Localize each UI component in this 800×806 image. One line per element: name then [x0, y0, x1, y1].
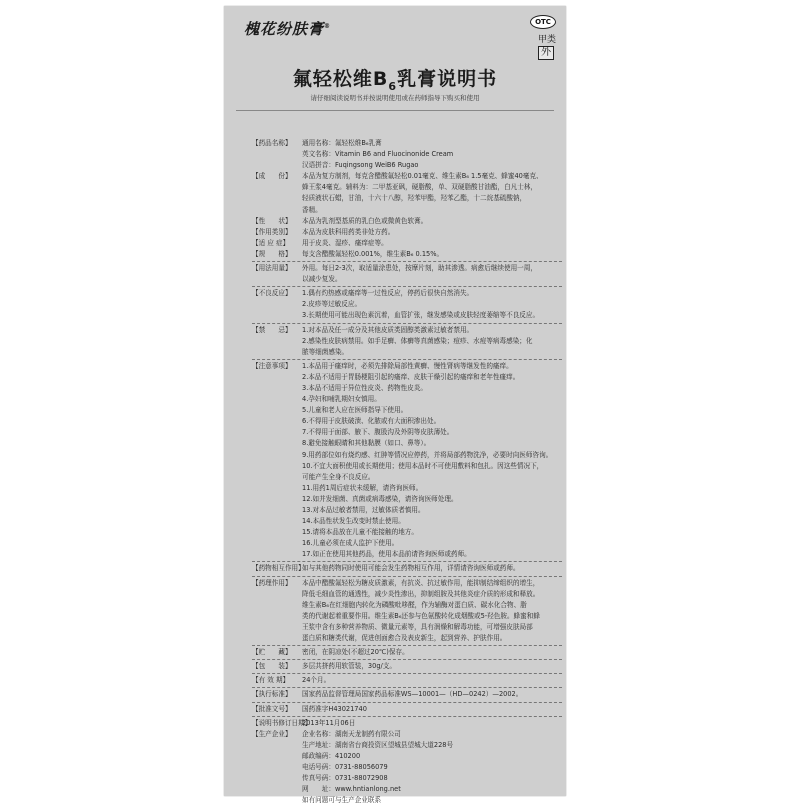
section-row [252, 249, 562, 260]
section-line: 14.本品性状发生改变时禁止使用。 [302, 517, 405, 526]
section-line: 可能产生全身不良反应。 [302, 472, 375, 481]
section-text [302, 249, 562, 260]
section-line: 3.本品不适用于异位性皮炎、药物性皮炎。 [302, 383, 427, 392]
section-text [302, 718, 562, 729]
section-row [252, 216, 562, 227]
leaflet-body [252, 138, 562, 806]
section-line: 2.皮疹等过敏反应。 [302, 300, 362, 309]
section-line: 香精。 [302, 205, 322, 214]
section-line: 12.如并发细菌、真菌或病毒感染，请咨询医师处理。 [302, 494, 458, 503]
section-row [252, 563, 562, 574]
section-line: 密闭，在阴凉处(不超过20℃)保存。 [302, 648, 409, 657]
section-row [252, 675, 562, 686]
section-line: 16.儿童必须在成人监护下使用。 [302, 539, 399, 548]
otc-badge: OTC [530, 15, 556, 29]
section-line: 13.对本品过敏者禁用，过敏体质者慎用。 [302, 506, 425, 514]
section-text [302, 238, 562, 249]
section-line: 10.不宜大面积使用或长期使用；使用本品时不可使用敷料和包扎。因这些情况下， [302, 461, 544, 470]
section-label: 【药品名称】 [252, 139, 292, 147]
section-divider [252, 323, 562, 324]
section-line: 汉语拼音：Fuqingsong WeiB6 Rugao [302, 161, 419, 170]
section-text [302, 361, 562, 561]
section-line: 网 址：www.hntianlong.net [302, 785, 401, 794]
section-label: 【成 份】 [252, 172, 292, 181]
section-row [252, 647, 562, 658]
section-line: 1.本品用于瘙痒时，必须先排除局部性黄癣、慢性肾病等继发性的瘙痒。 [302, 361, 513, 370]
section-label: 【不良反应】 [252, 289, 292, 298]
leaflet-sheet [224, 6, 566, 805]
section-line: 2.本品不适用于胃肠梗阻引起的瘙痒、皮肤干燥引起的瘙痒和老年性瘙痒。 [302, 372, 520, 381]
section-line: 轻质液状石蜡，甘油，十六十八醇，羟苯甲酯，羟苯乙酯，十二烷基硫酸钠， [302, 194, 527, 203]
section-line: 邮政编码：410200 [302, 751, 361, 760]
section-row [252, 263, 562, 285]
header-divider [236, 110, 554, 111]
section-line: 15.请将本品放在儿童不能接触的地方。 [302, 528, 418, 537]
section-label: 【生产企业】 [252, 729, 292, 738]
section-line: 2013年11月06日 [302, 718, 356, 727]
section-text [302, 661, 562, 672]
section-line: 如与其他药物同时使用可能会发生药物相互作用，详情请咨询医师或药师。 [302, 564, 520, 573]
section-text [302, 675, 562, 686]
section-row [252, 704, 562, 715]
section-label: 【说明书修订日期】 [252, 718, 312, 727]
section-row [252, 171, 562, 215]
section-row [252, 661, 562, 672]
section-divider [252, 716, 562, 717]
section-text [302, 578, 562, 645]
section-label: 【包 装】 [252, 662, 292, 671]
section-line: 11.用药1周后症状未缓解，请咨询医师。 [302, 483, 423, 492]
section-text [302, 288, 562, 321]
section-divider [252, 673, 562, 674]
section-line: 24个月。 [302, 676, 331, 685]
section-divider [252, 359, 562, 360]
section-divider [252, 659, 562, 660]
section-line: 蜂王浆4毫克。辅料为：二甲基亚砜，硬脂酸，单、双硬脂酸甘油酯，白凡士林， [302, 183, 537, 192]
section-line: 1.偶有灼热感或瘙痒等一过性反应，停药后很快自然消失。 [302, 289, 474, 298]
section-label: 【用法用量】 [252, 264, 292, 273]
section-row [252, 689, 562, 700]
section-line: 英文名称：Vitamin B6 and Fluocinonide Cream [302, 150, 454, 159]
section-line: 电话号码：0731-88056079 [302, 762, 388, 771]
section-divider [252, 687, 562, 688]
section-row [252, 325, 562, 358]
section-text [302, 704, 562, 715]
section-line: 国家药品监督管理局国家药品标准WS—10001—（HD—0242）—2002。 [302, 690, 523, 699]
document-title: 氟轻松维$B_6$乳膏说明书 [292, 68, 498, 93]
section-line: 以减少复发。 [302, 275, 342, 284]
section-line: 7.不得用于面部、腋下、腹股沟及外阴等皮肤薄处。 [302, 428, 454, 437]
section-line: 传真号码：0731-88072908 [302, 774, 388, 783]
section-line: 降低毛细血管的通透性，减少炎性渗出，抑制组胺及其他炎症介质的形成和释放。 [302, 589, 540, 598]
section-row [252, 238, 562, 249]
section-row [252, 227, 562, 238]
section-line: 本品为乳剂型基质的乳白色或微黄色软膏。 [302, 216, 428, 225]
section-divider [252, 645, 562, 646]
section-line: 生产地址：湖南省台商投资区望城县望城大道228号 [302, 740, 454, 749]
section-line: 用于皮炎、湿疹、瘙痒症等。 [302, 238, 388, 247]
section-text [302, 325, 562, 358]
section-text [302, 171, 562, 215]
section-line: 2.感染性皮肤病禁用。如手足癣、体癣等真菌感染；痘疹、水痘等病毒感染；化 [302, 336, 533, 345]
section-line: 5.儿童和老人应在医师指导下使用。 [302, 406, 408, 415]
section-label: 【规 格】 [252, 249, 292, 258]
section-line: 国药准字H43021740 [302, 704, 367, 713]
section-row [252, 288, 562, 321]
section-label: 【药理作用】 [252, 578, 292, 587]
section-line: 17.如正在使用其他药品，使用本品前请咨询医师或药师。 [302, 550, 471, 559]
section-label: 【执行标准】 [252, 690, 292, 699]
section-line: 3.长期使用可能出现色素沉着，血管扩张，继发感染或皮肤轻度萎缩等不良反应。 [302, 311, 540, 320]
section-line: 脓等细菌感染。 [302, 347, 349, 356]
section-line: 企业名称：湖南天龙制药有限公司 [302, 729, 401, 738]
section-line: 4.孕妇和哺乳期妇女慎用。 [302, 395, 381, 404]
section-line: 6.不得用于皮肤破溃、化脓或有大面积渗出处。 [302, 417, 441, 426]
section-divider [252, 286, 562, 287]
section-divider [252, 561, 562, 562]
section-line: 8.避免接触眼睛和其他黏膜（如口、鼻等）。 [302, 439, 431, 448]
section-divider [252, 261, 562, 262]
section-label: 【禁 忌】 [252, 325, 292, 334]
section-text [302, 227, 562, 238]
section-label: 【注意事项】 [252, 361, 292, 370]
section-label: 【适 应 症】 [252, 238, 290, 247]
section-line: 维生素B₆在红细胞内转化为磷酸吡哆醛，作为辅酶对蛋白质、碳水化合物、脂 [302, 600, 527, 609]
section-label: 【药物相互作用】 [252, 564, 305, 573]
document-subtitle: 请仔细阅读说明书并按说明使用或在药师指导下购买和使用 [310, 94, 480, 102]
section-text [302, 563, 562, 574]
section-row [252, 138, 562, 171]
section-text [302, 689, 562, 700]
section-row [252, 718, 562, 729]
section-line: 通用名称：氟轻松维B₆乳膏 [302, 139, 382, 147]
section-line: 本品中醋酸氟轻松为糖皮质激素，有抗炎、抗过敏作用，能抑制结缔组织的增生， [302, 578, 540, 587]
section-divider [252, 576, 562, 577]
otc-class-label: 甲类 [537, 35, 556, 45]
section-label: 【有 效 期】 [252, 676, 290, 685]
brand-logo: 槐花纷肤膏® [244, 20, 332, 38]
section-line: 1.对本品及任一成分及其他皮质类固醇类激素过敏者禁用。 [302, 325, 474, 334]
section-line: 多层共挤药用软管装，30g/支。 [302, 662, 396, 671]
section-label: 【性 状】 [252, 216, 292, 225]
section-label: 【作用类别】 [252, 227, 292, 236]
section-line: 本品为复方制剂，每克含醋酸氟轻松0.01毫克、维生素B₆ 1.5毫克、蜂蜜40毫克、 [302, 172, 543, 181]
section-line: 如有问题可与生产企业联系 [302, 796, 382, 805]
section-text [302, 138, 562, 171]
section-row [252, 578, 562, 645]
section-text [302, 647, 562, 658]
section-line: 蛋白质和糖类代谢，促进创面愈合及表皮新生，起到营养、护肤作用。 [302, 634, 507, 643]
section-text [302, 729, 562, 806]
section-line: 每支含醋酸氟轻松0.001%，维生素B₆ 0.15%。 [302, 249, 444, 258]
section-row [252, 729, 562, 806]
section-label: 【贮 藏】 [252, 648, 292, 657]
section-line: 外用。每日2-3次，取适量涂患处，按摩片刻，助其渗透。病愈后继续使用一周， [302, 264, 537, 273]
section-line: 王浆中含有多种营养物质、微量元素等，具有润燥和解毒功能，可增强皮肤局部 [302, 622, 533, 631]
section-row [252, 361, 562, 561]
section-line: 9.用药部位如有烧灼感、红肿等情况应停药，并将局部药物洗净，必要时向医师咨询。 [302, 450, 553, 459]
section-label: 【批准文号】 [252, 704, 292, 713]
section-text [302, 216, 562, 227]
external-use-mark: 外 [538, 46, 554, 60]
section-divider [252, 702, 562, 703]
section-line: 本品为皮肤科用药类非处方药。 [302, 227, 395, 236]
section-line: 类的代谢起着重要作用。维生素B₆还参与色氨酸转化成烟酸或5-羟色胺。蜂蜜和蜂 [302, 611, 540, 620]
section-text [302, 263, 562, 285]
